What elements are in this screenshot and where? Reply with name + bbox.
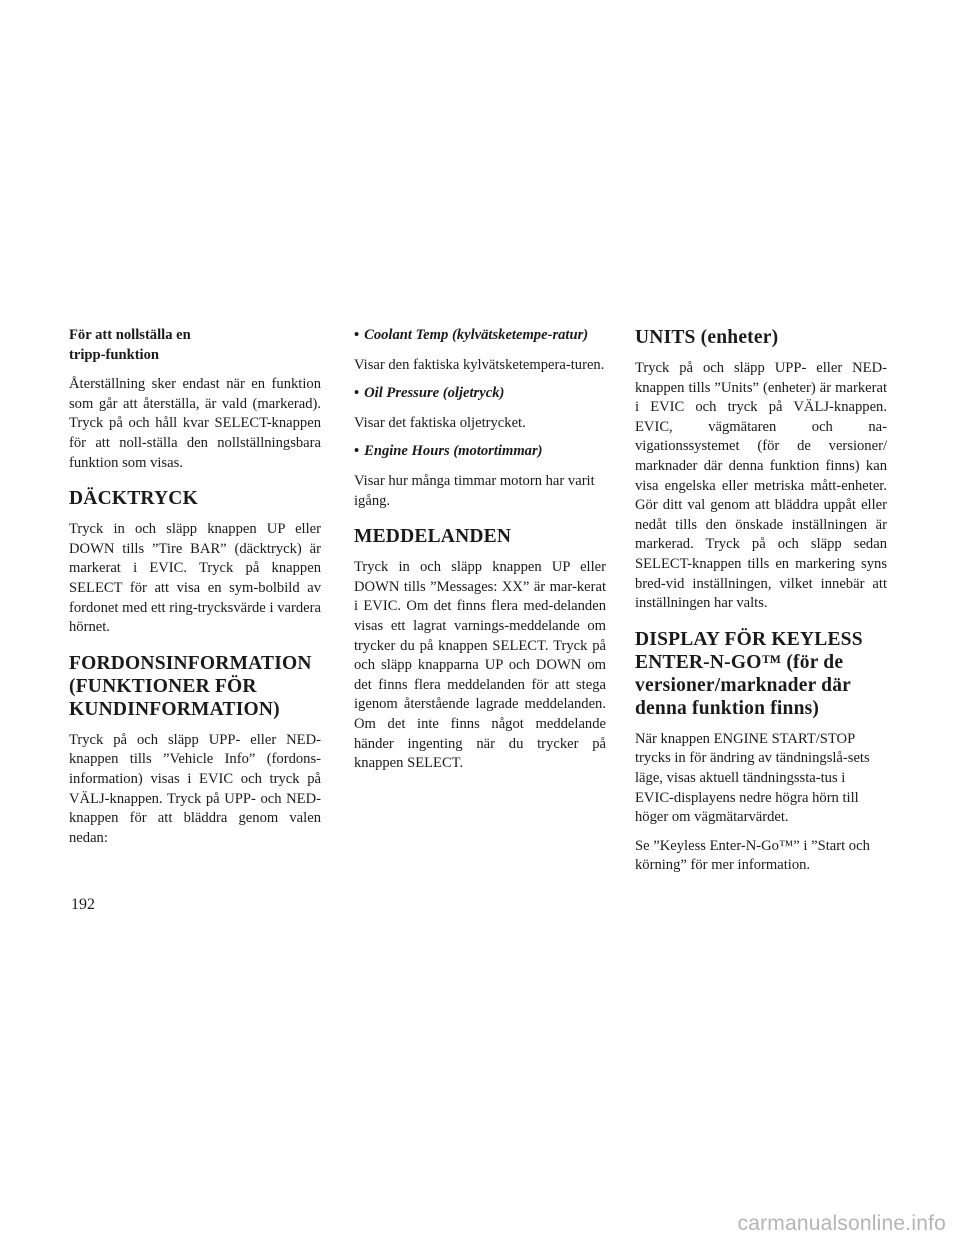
coolant-temp-label: Coolant Temp (kylvätsketempe-ratur) — [364, 327, 589, 343]
keyless-paragraph: När knappen ENGINE START/STOP trycks in för ändring av tändningslå-sets läge, visas aktuell tändningssta-tus i EVIC-displayens nedre högra hörn till höger om vägmätarvärdet. — [635, 730, 870, 826]
tire-pressure-heading: DÄCKTRYCK — [69, 488, 198, 510]
reset-trip-subheading: För att nollställa en tripp-funktion — [69, 327, 191, 363]
watermark: carmanualsonline.info — [737, 1212, 946, 1235]
bullet-icon: • — [354, 385, 360, 402]
reset-trip-paragraph: Återställning sker endast när en funktion som går att återställa, är vald (markerad). Tryck på och håll kvar SELECT-knappen för att noll-ställa den nollställningsbara funktion som visas. — [69, 376, 321, 471]
vehicle-info-paragraph: Tryck på och släpp UPP- eller NED-knappen tills ”Vehicle Info” (fordons-information) visas i EVIC och tryck på VÄLJ-knappen. Tryck på UPP- och NED-knappen för att bläddra genom valen nedan: — [69, 731, 321, 846]
units-paragraph: Tryck på och släpp UPP- eller NED-knappen tills ”Units” (enheter) är markerat i EVIC och tryck på VÄLJ-knappen. EVIC, vägmätaren och na-vigationssystemet (för de versioner/ marknader där denna funktion finns) kan visa engelska eller metriska mått-enheter. Gör ditt val genom att bläddra uppåt eller nedåt tills den önskade inställningen är markerad. Tryck på och släpp sedan SELECT-knappen tills en markering syns bred-vid inställningen, vilket innebär att inställningen har valts. — [635, 360, 887, 612]
engine-hours-text: Visar hur många timmar motorn har varit igång. — [354, 472, 595, 509]
messages-paragraph: Tryck in och släpp knappen UP eller DOWN tills ”Messages: XX” är mar-kerat i EVIC. Om det finns flera med-delanden visas ett lagrat varnings-meddelande om trycker du på knappen SELECT. Tryck på och släpp knapparna UP och DOWN om det finns flera meddelanden för att stega igenom återstående lagrade meddelanden. Om det inte finns något meddelande händer ingenting när du trycker på knappen SELECT. — [354, 559, 606, 772]
right-column — [635, 326, 887, 885]
bullet-icon: • — [354, 327, 360, 343]
engine-hours-label: Engine Hours (motortimmar) — [364, 443, 543, 460]
tire-pressure-paragraph: Tryck in och släpp knappen UP eller DOWN tills ”Tire BAR” (däcktryck) är markerat i EVIC. Tryck på knappen SELECT för att visa en sym-bolbild av fordonet med ett ring-trycksvärde i vardera hörnet. — [69, 521, 321, 636]
oil-pressure-text: Visar det faktiska oljetrycket. — [354, 414, 526, 431]
left-column — [69, 326, 321, 857]
list-item — [354, 442, 606, 462]
keyless-reference-paragraph: Se ”Keyless Enter-N-Go™” i ”Start och körning” för mer information. — [635, 837, 870, 874]
middle-column — [354, 326, 606, 783]
coolant-temp-text: Visar den faktiska kylvätsketempera-turen. — [354, 356, 605, 373]
messages-heading: MEDDELANDEN — [354, 526, 512, 548]
list-item — [354, 326, 606, 346]
list-item — [354, 384, 606, 404]
oil-pressure-label: Oil Pressure (oljetryck) — [364, 385, 505, 402]
vehicle-info-heading: FORDONSINFORMATION (FUNKTIONER FÖR KUNDINFORMATION) — [69, 652, 312, 720]
units-heading: UNITS (enheter) — [635, 327, 779, 348]
page-number: 192 — [71, 896, 95, 913]
bullet-icon: • — [354, 443, 360, 460]
keyless-display-heading: DISPLAY FÖR KEYLESS ENTER-N-GO™ (för de versioner/marknader där denna funktion finns) — [635, 628, 863, 719]
